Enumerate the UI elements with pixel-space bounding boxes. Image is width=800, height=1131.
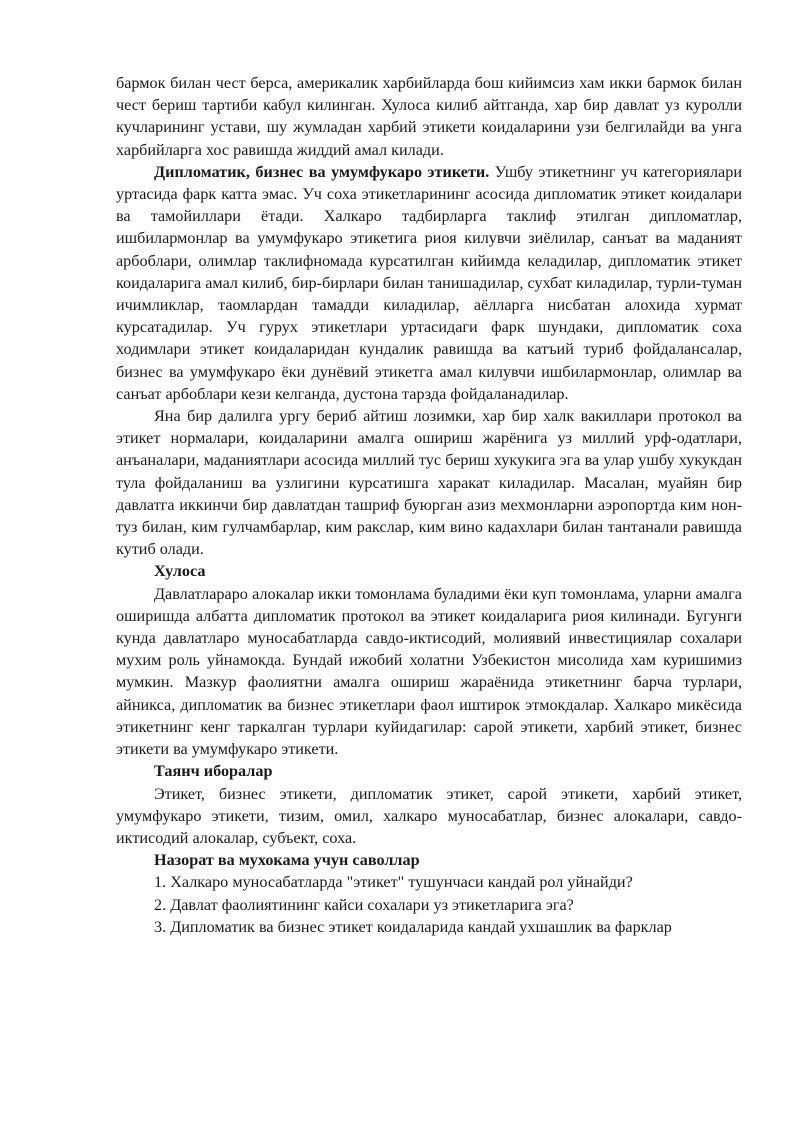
paragraph-lead-heading: Дипломатик, бизнес ва умумфукаро этикети. [154, 162, 490, 181]
section-heading-keywords: Таянч иборалар [154, 762, 273, 781]
paragraph-military-etiquette-end: бармок билан чест берса, америкалик харбийларда бош кийимсиз хам икки бармок билан чест бериш тартиби кабул килинган. Хулоса килиб айтганда, хар бир давлат уз куролли кучларининг устави, шу жумладан харбий этикети коидаларини узи белгилайди ва унга харбийларга хос равишда жиддий амал килади. [116, 74, 742, 159]
document-page [116, 72, 742, 938]
section-heading-conclusion: Хулоса [154, 562, 206, 581]
paragraph-diplomatic-etiquette [116, 161, 742, 405]
question-item-3: 3. Дипломатик ва бизнес этикет коидаларида кандай ухшашлик ва фарклар [154, 917, 672, 936]
question-item-1: 1. Халкаро муносабатларда "этикет" тушунчаси кандай рол уйнайди? [154, 873, 633, 892]
section-heading-questions: Назорат ва мухокама учун саволлар [154, 851, 420, 870]
paragraph-national-traditions: Яна бир далилга ургу бериб айтиш лозимки, хар бир халк вакиллари протокол ва этикет нормалари, коидаларини амалга ошириш жарёнига уз миллий урф-одатлари, анъаналари, маданиятлари асосида миллий тус бериш хукукига эга ва улар ушбу хукукдан тула фойдаланиш ва узлигини курсатишга харакат киладилар. Масалан, муайян бир давлатга иккинчи бир давлатдан ташриф буюрган азиз мехмонларни аэропортда ким нон-туз билан, ким гулчамбарлар, ким ракслар, ким вино кадахлари билан тантанали равишда кутиб олади. [116, 407, 742, 559]
question-item-2: 2. Давлат фаолиятининг кайси сохалари уз этикетларига эга? [154, 895, 574, 914]
paragraph-keywords: Этикет, бизнес этикети, дипломатик этикет, сарой этикети, харбий этикет, умумфукаро этикети, тизим, омил, халкаро муносабатлар, бизнес алокалари, савдо-иктисодий алокалар, субъект, соха. [116, 784, 742, 847]
paragraph-diplomatic-text: Ушбу этикетнинг уч категориялари уртасида фарк катта эмас. Уч соха этикетларининг асосида дипломатик этикет коидалари ва тамойиллари ётади. Халкаро тадбирларга таклиф этилган дипломатлар, ишбилармонлар ва умумфукаро этикетига риоя килувчи зиёлилар, санъат ва маданият арбоблари, олимлар таклифномада курсатилган кийимда келадилар, дипломатик этикет коидаларига амал килиб, бир-бирлари билан танишадилар, сухбат киладилар, турли-туман ичимликлар, таомлардан тамадди киладилар, аёлларга нисбатан алохида хурмат курсатадилар. Уч гурух этикетлари уртасидаги фарк шундаки, дипломатик соха ходимлари этикет коидаларидан кундалик равишда ва катъий туриб фойдалансалар, бизнес ва умумфукаро ёки дунёвий этикетга амал килувчи ишбилармонлар, олимлар ва санъат арбоблари кези келганда, дустона тарзда фойдаланадилар. [116, 162, 742, 403]
paragraph-conclusion: Давлатлараро алокалар икки томонлама буладими ёки куп томонлама, уларни амалга оширишда албатта дипломатик протокол ва этикет коидаларига риоя килинади. Бугунги кунда давлатларо муносабатларда савдо-иктисодий, молиявий инвестициялар сохалари мухим роль уйнамокда. Бундай ижобий холатни Узбекистон мисолида хам куришимиз мумкин. Мазкур фаолиятни амалга ошириш жараёнида этикетнинг барча турлари, айникса, дипломатик ва бизнес этикетлари фаол иштирок этмокдалар. Халкаро микёсида этикетнинг кенг таркалган турлари куйидагилар: сарой этикети, харбий этикет, бизнес этикети ва умумфукаро этикети. [116, 584, 742, 759]
